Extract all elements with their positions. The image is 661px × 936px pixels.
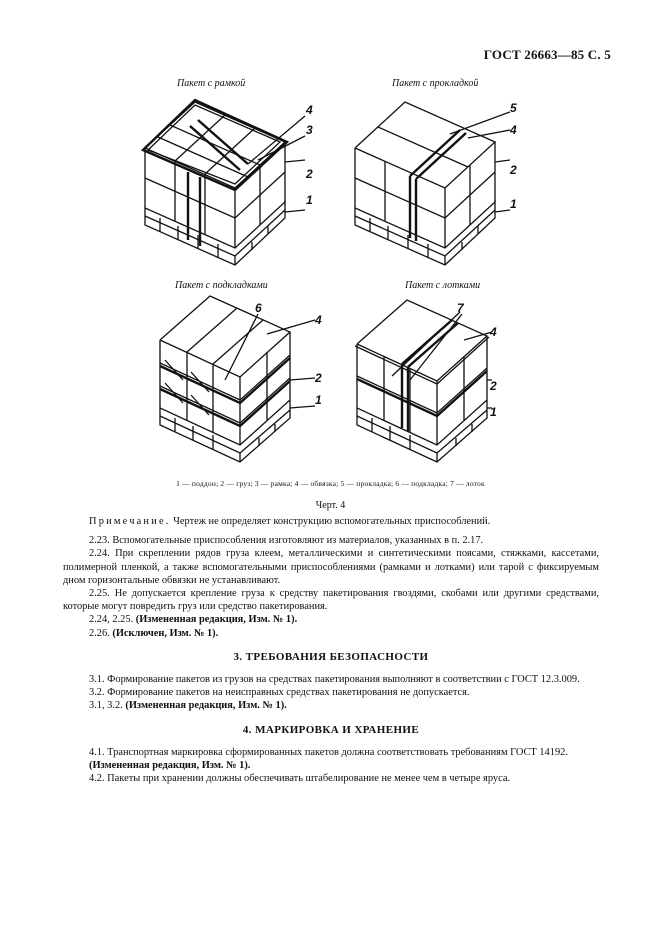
amendment-note-3 xyxy=(63,759,599,772)
amendment-text: (Измененная редакция, Изм. № 1). xyxy=(89,760,251,772)
body-text xyxy=(63,515,599,785)
label-4: 4 xyxy=(306,103,313,117)
label-4: 4 xyxy=(490,325,497,339)
label-5: 5 xyxy=(510,101,517,115)
figure-caption-spacer: Пакет с прокладкой xyxy=(392,78,479,89)
amendment-note-2 xyxy=(63,699,599,712)
label-7: 7 xyxy=(457,301,464,315)
label-1: 1 xyxy=(510,197,517,211)
label-1: 1 xyxy=(306,193,313,207)
label-4: 4 xyxy=(315,313,322,327)
figure-caption-pads: Пакет с подкладками xyxy=(175,280,268,291)
figure-caption-trays: Пакет с лотками xyxy=(405,280,481,291)
excluded-text: (Исключен, Изм. № 1). xyxy=(112,627,219,639)
note-label: Примечание. xyxy=(89,516,171,527)
figure-spacer-package xyxy=(350,100,530,270)
paragraph-2-25: 2.25. Не допускается крепление груза к средству пакетирования гвоздями, скобами или другими средствами, которые могут повредить груз или средство пакетирования. xyxy=(63,588,599,613)
label-3: 3 xyxy=(306,123,313,137)
section-4-title: 4. МАРКИРОВКА И ХРАНЕНИЕ xyxy=(242,723,420,736)
label-1: 1 xyxy=(315,393,322,407)
paragraph-2-24: 2.24. При скреплении рядов груза клеем, металлическими и синтетическими поясами, стяжками, кассетами, полимерной пленкой, а также вспомогательными приспособлениями (рамками и лотками) или тарой с фиксируемым дном горизонтальные обвязки не устанавливают. xyxy=(63,548,599,586)
amendment-text: (Измененная редакция, Изм. № 1). xyxy=(125,700,287,712)
label-4: 4 xyxy=(510,123,517,137)
label-6: 6 xyxy=(255,301,262,315)
section-3-title: 3. ТРЕБОВАНИЯ БЕЗОПАСНОСТИ xyxy=(233,650,429,663)
amendment-text: (Измененная редакция, Изм. № 1). xyxy=(135,614,298,626)
figure-legend: 1 — поддон; 2 — груз; 3 — рамка; 4 — обвязка; 5 — прокладка; 6 — подкладка; 7 — лоток xyxy=(176,479,485,488)
note-text: Чертеж не определяет конструкцию вспомогательных приспособлений. xyxy=(170,516,491,527)
figure-trays-package xyxy=(352,300,532,470)
excluded-ref: 2.26. xyxy=(89,627,113,639)
note xyxy=(63,515,599,528)
label-2: 2 xyxy=(315,371,322,385)
figure-pads-package xyxy=(155,300,335,470)
amendment-ref: 3.1, 3.2. xyxy=(89,700,126,712)
figure-frame-package xyxy=(140,100,320,270)
amendment-ref: 2.24, 2.25. xyxy=(89,614,136,626)
label-1: 1 xyxy=(490,405,497,419)
paragraph-4-2: 4.2. Пакеты при хранении должны обеспечивать штабелирование не менее чем в четыре яруса. xyxy=(89,773,511,785)
label-2: 2 xyxy=(490,379,497,393)
paragraph-4-1: 4.1. Транспортная маркировка сформированных пакетов должна соответствовать требованиям ГОСТ 14192. xyxy=(89,746,568,758)
label-2: 2 xyxy=(306,167,313,181)
paragraph-2-23: 2.23. Вспомогательные приспособления изготовляют из материалов, указанных в п. 2.17. xyxy=(89,535,484,547)
paragraph-3-2: 3.2. Формирование пакетов на неисправных средствах пакетирования не допускается. xyxy=(89,687,470,699)
figure-title: Черт. 4 xyxy=(315,500,346,511)
paragraph-3-1: 3.1. Формирование пакетов из грузов на средствах пакетирования выполняют в соответствии с ГОСТ 12.3.009. xyxy=(89,674,580,686)
figure-caption-frame: Пакет с рамкой xyxy=(177,78,246,89)
page-header: ГОСТ 26663—85 С. 5 xyxy=(483,47,611,62)
paragraph-2-26 xyxy=(63,627,599,640)
amendment-note-1 xyxy=(63,613,599,626)
label-2: 2 xyxy=(510,163,517,177)
